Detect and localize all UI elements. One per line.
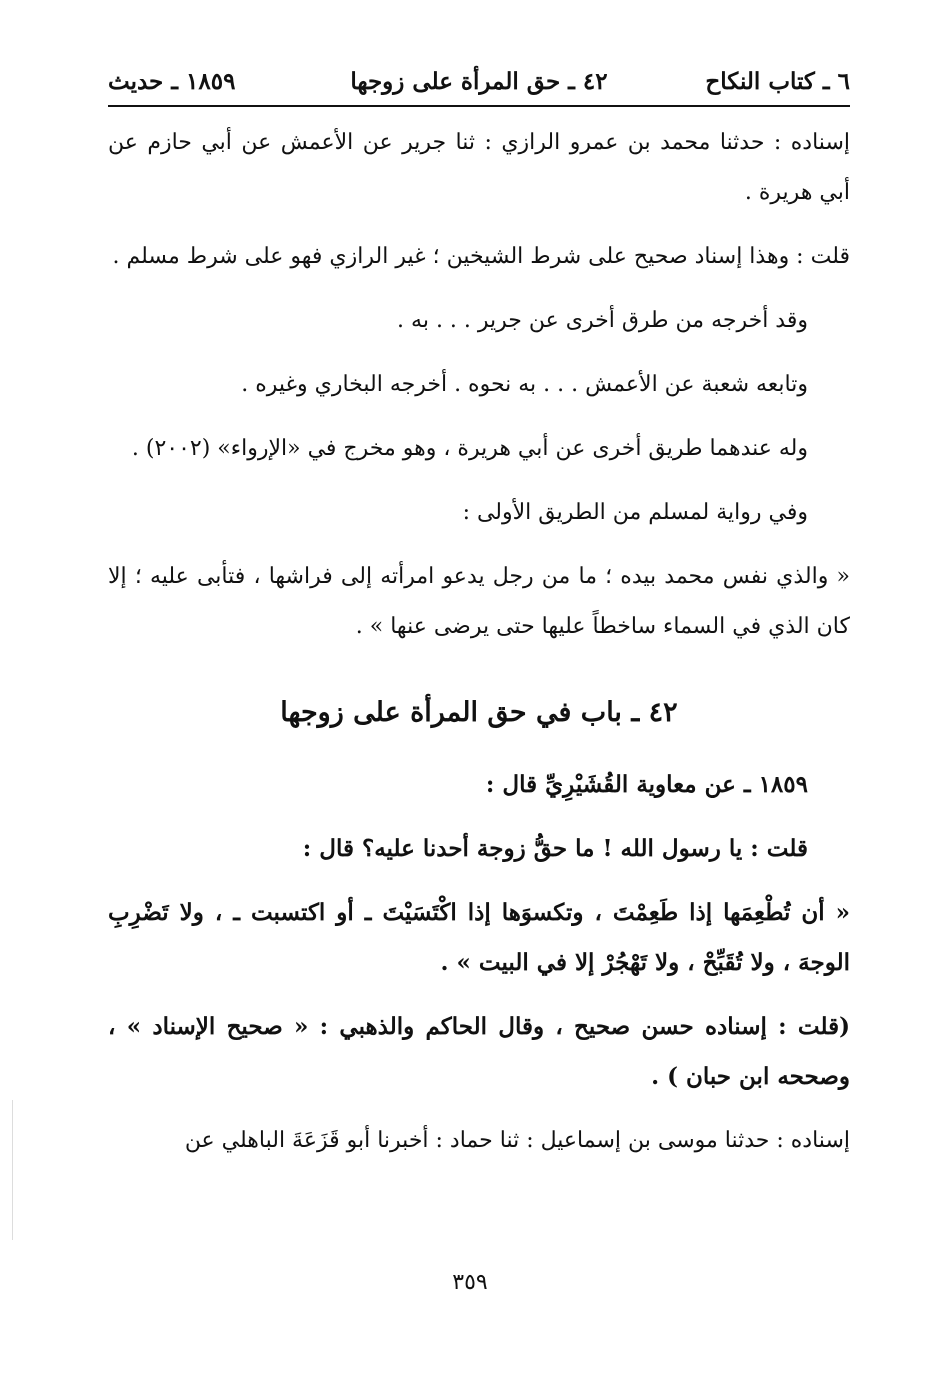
hadith-question: قلت : يا رسول الله ! ما حقُّ زوجة أحدنا عليه؟ قال : — [302, 835, 808, 862]
muslim-narration-intro: وفي رواية لمسلم من الطريق الأولى : — [462, 500, 808, 525]
hadith-heading: ١٨٥٩ ـ عن معاوية القُشَيْرِيِّ قال : — [485, 771, 808, 798]
page-body — [108, 118, 850, 1180]
running-header — [108, 62, 850, 102]
comment-paragraph: قلت : وهذا إسناد صحيح على شرط الشيخين ؛ غير الرازي فهو على شرط مسلم . — [112, 244, 850, 269]
hadith-grading: (قلت : إسناده حسن صحيح ، وقال الحاكم والذهبي : « صحيح الإسناد » ، وصححه ابن حبان ) . — [108, 1013, 850, 1090]
isnad-paragraph: إسناده : حدثنا محمد بن عمرو الرازي : ثنا جرير عن الأعمش عن أبي حازم عن أبي هريرة . — [108, 130, 850, 205]
hadith-answer: « أن تُطْعِمَها إذا طَعِمْتَ ، وتكسوَها إذا اكْتَسَيْتَ ـ أو اكتسبت ـ ، ولا تَضْرِبِ الوجهَ ، ولا تُقَبِّحْ ، ولا تَهْجُرْ إلا في البيت » . — [108, 899, 850, 976]
chapter-title: ٤٢ ـ باب في حق المرأة على زوجها — [280, 697, 678, 728]
header-divider — [108, 105, 850, 107]
page-number: ٣٥٩ — [452, 1270, 488, 1295]
scan-edge-line — [12, 1100, 13, 1240]
header-hadith-number: ١٨٥٩ ـ حديث — [108, 68, 236, 95]
shuba-paragraph: وتابعه شعبة عن الأعمش . . . به نحوه . أخرجه البخاري وغيره . — [241, 372, 808, 397]
muslim-narration-text: « والذي نفس محمد بيده ؛ ما من رجل يدعو امرأته إلى فراشها ، فتأبى عليه ؛ إلا كان الذي في السماء ساخطاً عليها حتى يرضى عنها » . — [108, 564, 850, 639]
irwa-paragraph: وله عندهما طريق أخرى عن أبي هريرة ، وهو مخرج في «الإرواء» (٢٠٠٢) . — [131, 436, 808, 461]
header-book-title: ٦ ـ كتاب النكاح — [705, 68, 850, 95]
final-isnad-paragraph: إسناده : حدثنا موسى بن إسماعيل : ثنا حماد : أخبرنا أبو قَزَعَةَ الباهلي عن — [184, 1128, 850, 1153]
header-chapter-title: ٤٢ ـ حق المرأة على زوجها — [350, 68, 608, 95]
other-routes-paragraph: وقد أخرجه من طرق أخرى عن جرير . . . به . — [397, 308, 808, 333]
